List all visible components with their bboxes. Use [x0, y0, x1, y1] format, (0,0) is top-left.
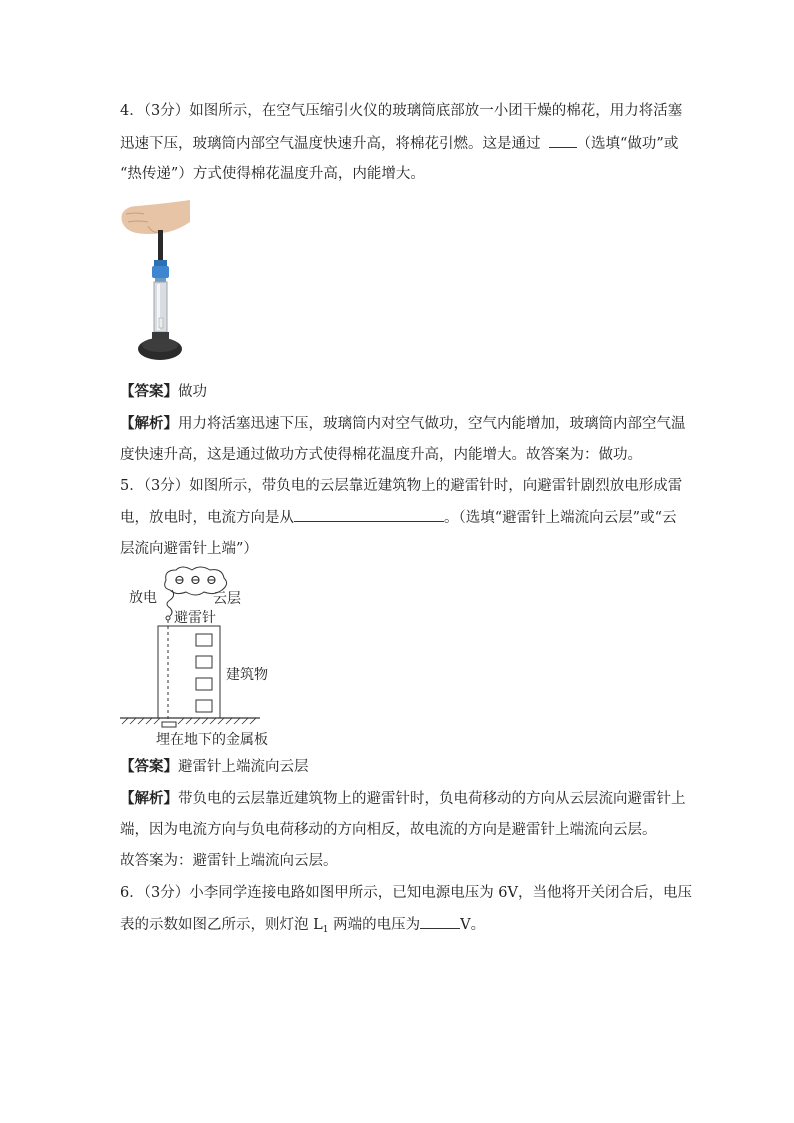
q6-answer-blank	[420, 914, 460, 929]
q4-stem-line-2	[120, 133, 678, 154]
answer-label: 【答案】	[120, 758, 178, 775]
q4-analysis-line-1	[120, 414, 686, 434]
q6-unit: V。	[460, 917, 486, 933]
negative-charge-3: ⊖	[206, 573, 217, 588]
q4-stem-line-3: “热传递”）方式使得棉花温度升高，内能增大。	[120, 166, 425, 182]
q5-answer	[120, 757, 309, 777]
rod-tip	[166, 616, 170, 620]
q4-analysis-line-2: 度快速升高，这是通过做功方式使得棉花温度升高，内能增大。故答案为：做功。	[120, 447, 642, 463]
analysis-text: 带负电的云层靠近建筑物上的避雷针时，负电荷移动的方向从云层流向避雷针上	[178, 791, 686, 807]
q5-stem-line-3: 层流向避雷针上端”）	[120, 541, 258, 557]
q6-stem-text: 表的示数如图乙所示，则灯泡 L	[120, 917, 323, 933]
label-discharge: 放电	[129, 590, 157, 606]
q5-answer-blank	[294, 507, 444, 522]
label-building: 建筑物	[226, 667, 268, 683]
negative-charge-1: ⊖	[174, 573, 185, 588]
q4-stem-text: 迅速下压，玻璃筒内部空气温度快速升高，将棉花引燃。这是通过	[120, 136, 541, 152]
q5-stem-line-1: 5．（3分）如图所示，带负电的云层靠近建筑物上的避雷针时，向避雷针剧烈放电形成雷	[120, 478, 683, 494]
discharge-path	[167, 590, 174, 616]
q6-stem-line-1: 6．（3分）小李同学连接电路如图甲所示，已知电源电压为 6V，当他将开关闭合后，电压	[120, 885, 693, 901]
q4-stem-text-2: （选填“做功”或	[576, 136, 679, 152]
lamp-subscript: 1	[322, 925, 329, 935]
q5-stem-line-2	[120, 507, 677, 528]
q4-answer-blank	[549, 133, 577, 148]
q5-analysis-line-3: 故答案为：避雷针上端流向云层。	[120, 853, 338, 869]
q6-stem-line-2	[120, 914, 485, 940]
q5-analysis-line-2: 端，因为电流方向与负电荷移动的方向相反，故电流的方向是避雷针上端流向云层。	[120, 822, 657, 838]
answer-text: 做功	[178, 384, 207, 400]
q5-analysis-line-1	[120, 789, 686, 809]
answer-text: 避雷针上端流向云层	[178, 759, 309, 775]
negative-charge-2: ⊖	[190, 573, 201, 588]
answer-label: 【答案】	[120, 383, 178, 400]
fire-syringe-photo	[118, 200, 190, 368]
metal-plate	[162, 722, 176, 727]
label-lightning-rod: 避雷针	[174, 610, 216, 626]
analysis-label: 【解析】	[120, 415, 178, 432]
q4-stem-line-1: 4．（3分）如图所示，在空气压缩引火仪的玻璃筒底部放一小团干燥的棉花，用力将活塞	[120, 103, 683, 119]
label-cloud: 云层	[213, 591, 241, 607]
q6-stem-text-2: 两端的电压为	[328, 917, 421, 933]
analysis-text: 用力将活塞迅速下压，玻璃筒内对空气做功，空气内能增加，玻璃筒内部空气温	[178, 416, 686, 432]
label-buried-plate: 埋在地下的金属板	[156, 732, 268, 748]
analysis-label: 【解析】	[120, 790, 178, 807]
lightning-rod-diagram	[118, 566, 278, 750]
q5-stem-text: 电，放电时，电流方向是从	[120, 510, 294, 526]
q4-answer	[120, 382, 207, 402]
q5-stem-text-2: 。（选填“避雷针上端流向云层”或“云	[444, 510, 677, 526]
